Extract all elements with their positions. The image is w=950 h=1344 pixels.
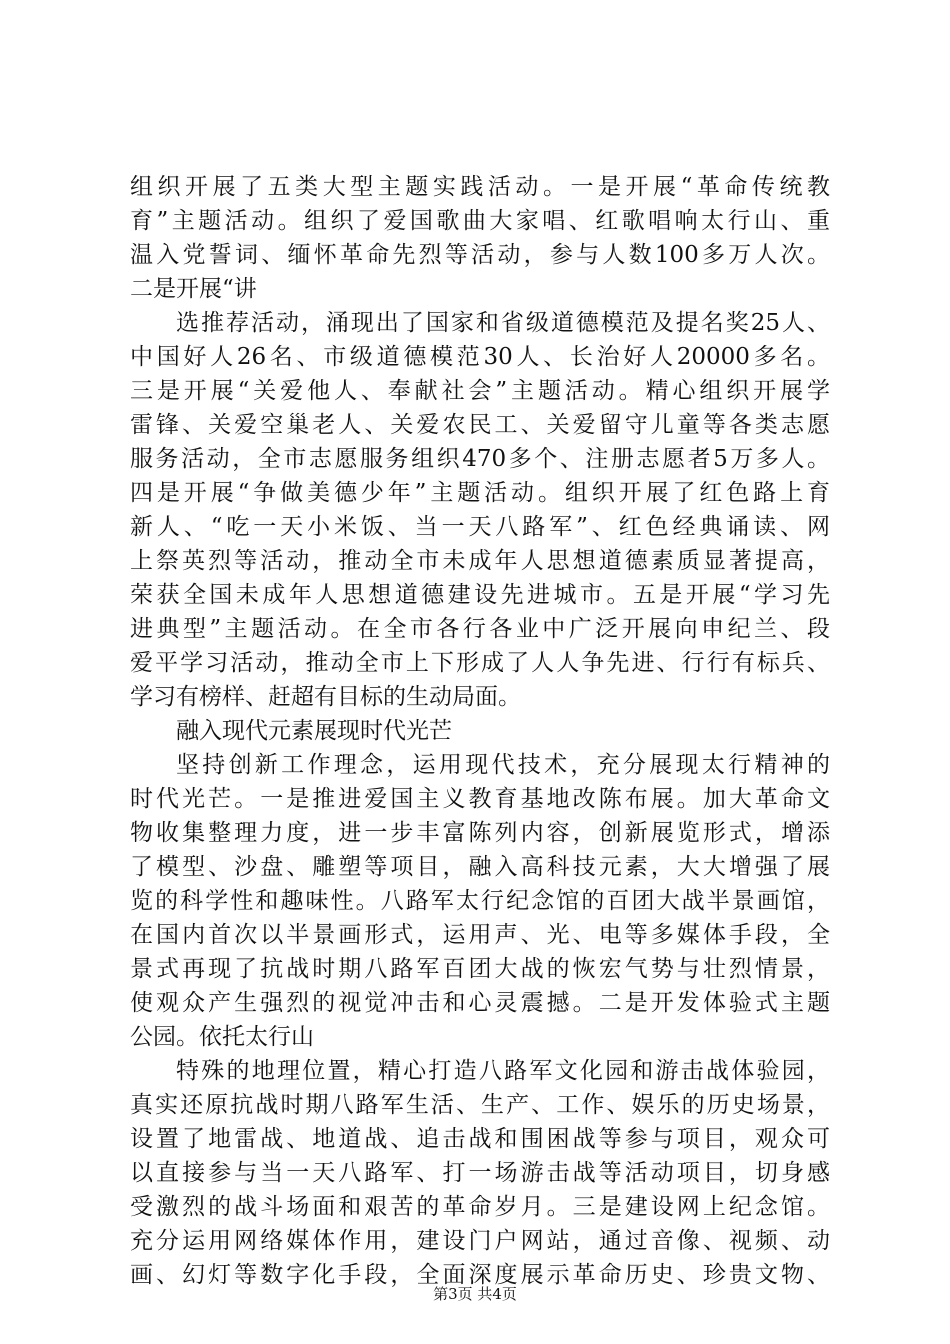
text-line: 受激烈的战斗场面和艰苦的革命岁月。三是建设网上纪念馆。 — [130, 1194, 830, 1220]
text-line: 温入党誓词、缅怀革命先烈等活动，参与人数100多万人次。 — [130, 242, 830, 268]
text-line: 充分运用网络媒体作用，建设门户网站，通过音像、视频、动 — [130, 1228, 830, 1254]
text-line: 了模型、沙盘、雕塑等项目，融入高科技元素，大大增强了展 — [130, 854, 830, 880]
text-line: 中国好人26名、市级道德模范30人、长治好人20000多名。 — [130, 344, 830, 370]
text-line: 真实还原抗战时期八路军生活、生产、工作、娱乐的历史场景， — [130, 1092, 830, 1118]
text-line: 景式再现了抗战时期八路军百团大战的恢宏气势与壮烈情景， — [130, 956, 830, 982]
text-line: 四是开展“争做美德少年”主题活动。组织开展了红色路上育 — [130, 480, 830, 506]
text-line: 组织开展了五类大型主题实践活动。一是开展“革命传统教 — [130, 174, 830, 200]
text-line: 设置了地雷战、地道战、追击战和围困战等参与项目，观众可 — [130, 1126, 830, 1152]
text-line: 以直接参与当一天八路军、打一场游击战等活动项目，切身感 — [130, 1160, 830, 1186]
text-line: 坚持创新工作理念，运用现代技术，充分展现太行精神的 — [176, 752, 830, 778]
text-line: 选推荐活动，涌现出了国家和省级道德模范及提名奖25人、 — [176, 310, 830, 336]
document-body — [130, 170, 830, 1292]
text-line: 新人、“吃一天小米饭、当一天八路军”、红色经典诵读、网 — [130, 514, 830, 540]
text-line: 二是开展“讲 — [130, 276, 257, 302]
text-line: 服务活动，全市志愿服务组织470多个、注册志愿者5万多人。 — [130, 446, 830, 472]
text-line: 特殊的地理位置，精心打造八路军文化园和游击战体验园， — [176, 1058, 830, 1084]
text-line: 育”主题活动。组织了爱国歌曲大家唱、红歌唱响太行山、重 — [130, 208, 830, 234]
text-line: 融入现代元素展现时代光芒 — [176, 718, 452, 744]
text-line: 上祭英烈等活动，推动全市未成年人思想道德素质显著提高， — [130, 548, 830, 574]
text-line: 进典型”主题活动。在全市各行各业中广泛开展向申纪兰、段 — [130, 616, 830, 642]
text-line: 三是开展“关爱他人、奉献社会”主题活动。精心组织开展学 — [130, 378, 830, 404]
text-line: 画、幻灯等数字化手段，全面深度展示革命历史、珍贵文物、 — [130, 1262, 830, 1288]
text-line: 雷锋、关爱空巢老人、关爱农民工、关爱留守儿童等各类志愿 — [130, 412, 830, 438]
text-line: 物收集整理力度，进一步丰富陈列内容，创新展览形式，增添 — [130, 820, 830, 846]
text-line: 在国内首次以半景画形式，运用声、光、电等多媒体手段，全 — [130, 922, 830, 948]
text-line: 时代光芒。一是推进爱国主义教育基地改陈布展。加大革命文 — [130, 786, 830, 812]
page-number-footer: 第3页 共4页 — [433, 1285, 517, 1303]
text-line: 使观众产生强烈的视觉冲击和心灵震撼。二是开发体验式主题 — [130, 990, 830, 1016]
text-line: 爱平学习活动，推动全市上下形成了人人争先进、行行有标兵、 — [130, 650, 830, 676]
text-line: 览的科学性和趣味性。八路军太行纪念馆的百团大战半景画馆， — [130, 888, 830, 914]
text-line: 荣获全国未成年人思想道德建设先进城市。五是开展“学习先 — [130, 582, 830, 608]
text-line: 公园。依托太行山 — [130, 1024, 314, 1050]
text-line: 学习有榜样、赶超有目标的生动局面。 — [130, 684, 521, 710]
